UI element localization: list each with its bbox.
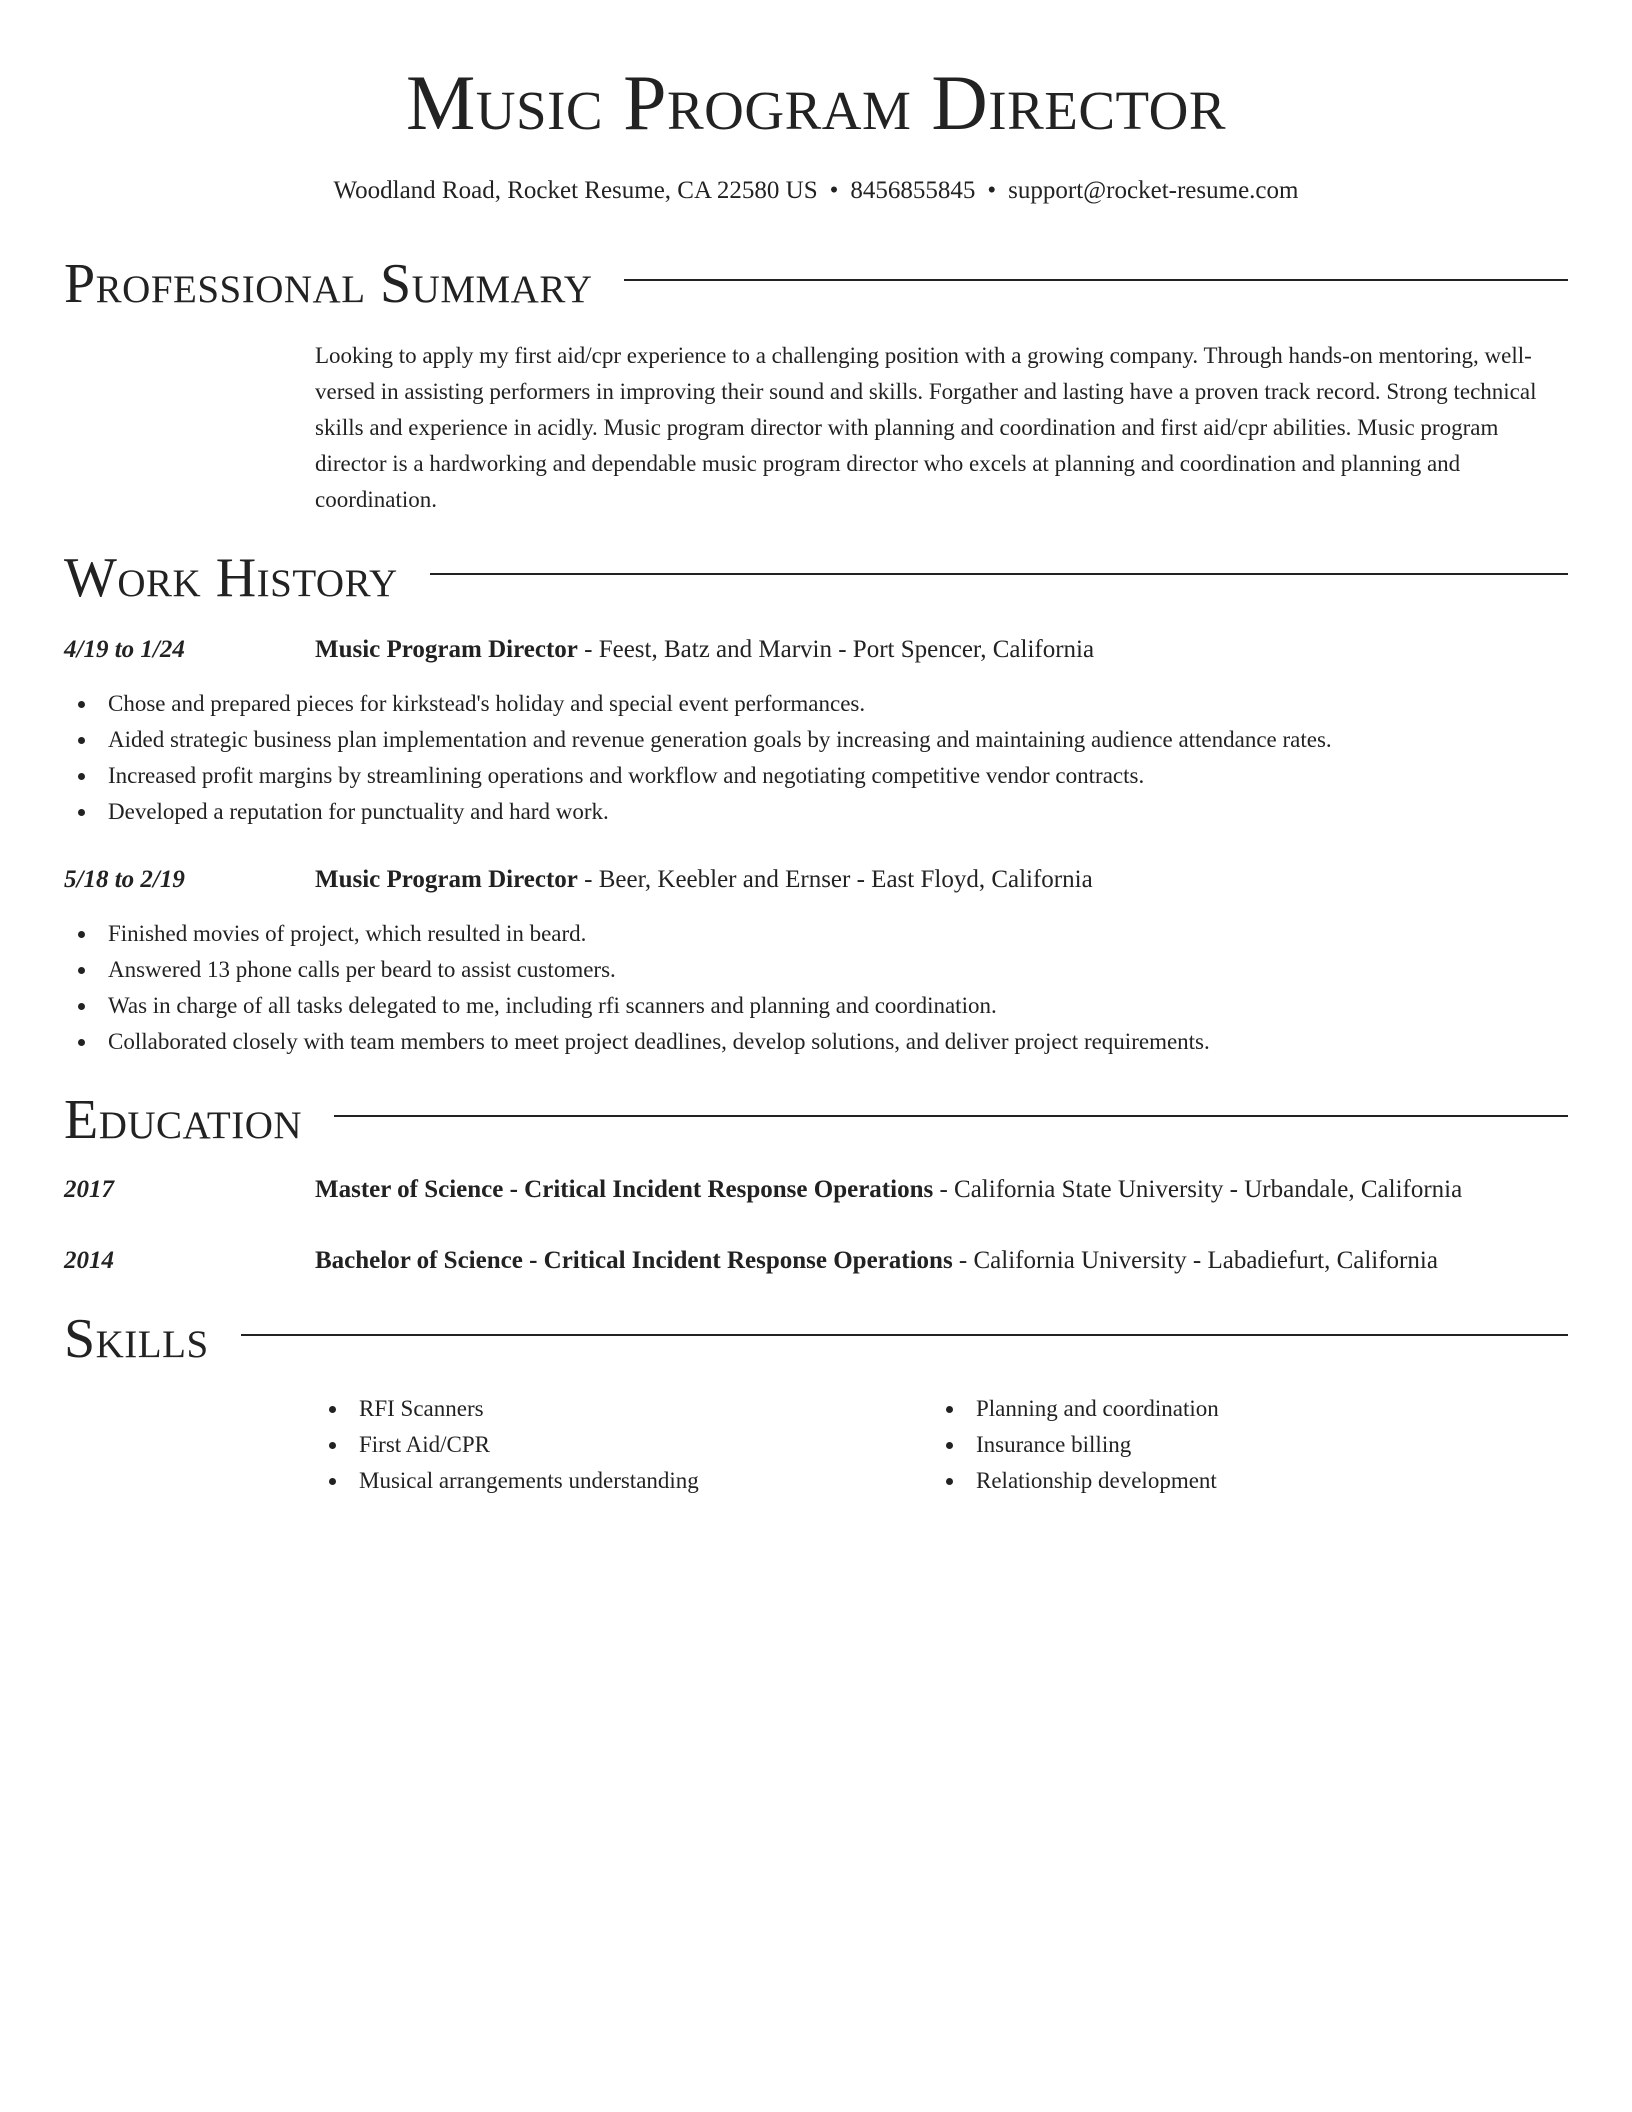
education-year: 2014 — [64, 1247, 114, 1274]
contact-line — [64, 176, 1568, 206]
job-entry — [64, 862, 1568, 1060]
contact-separator: • — [987, 177, 997, 204]
contact-address: Woodland Road, Rocket Resume, CA 22580 US — [333, 177, 818, 204]
skill-item: Planning and coordination — [932, 1391, 1549, 1427]
education-line — [315, 1243, 1568, 1279]
section-divider — [241, 1334, 1568, 1336]
contact-phone: 8456855845 — [850, 177, 976, 204]
job-title: Music Program Director — [315, 636, 578, 663]
job-bullet: Increased profit margins by streamlining operations and workflow and negotiating competitive vendor contracts. — [64, 758, 1568, 794]
summary-section-header — [64, 253, 1568, 315]
work-section-header — [64, 547, 1568, 609]
summary-text: Looking to apply my first aid/cpr experience to a challenging position with a growing company. Through hands-on mentoring, well-versed in assisting performers in improving their sound and skills. Forgather and lasting have a proven track record. Strong technical skills and experience in acidly. Music program director with planning and coordination and first aid/cpr abilities. Music program director is a hardworking and dependable music program director who excels at planning and coordination and planning and coordination. — [315, 343, 1537, 512]
skill-item: Musical arrangements understanding — [315, 1463, 932, 1499]
skill-item: Relationship development — [932, 1463, 1549, 1499]
job-entry — [64, 632, 1568, 830]
job-header — [64, 862, 1568, 898]
job-title: Music Program Director — [315, 866, 578, 893]
skills-column-right — [932, 1391, 1549, 1499]
job-bullet: Answered 13 phone calls per beard to assist customers. — [64, 952, 1568, 988]
contact-separator: • — [829, 177, 839, 204]
education-entry — [64, 1243, 1568, 1279]
education-entry — [64, 1172, 1568, 1208]
education-line — [315, 1172, 1568, 1208]
education-details: - California University - Labadiefurt, California — [952, 1247, 1438, 1274]
education-heading: Education — [64, 1089, 303, 1151]
skills-column-left — [315, 1391, 932, 1499]
contact-email: support@rocket-resume.com — [1008, 177, 1299, 204]
job-bullet: Chose and prepared pieces for kirkstead's holiday and special event performances. — [64, 686, 1568, 722]
education-degree: Bachelor of Science - Critical Incident Response Operations — [315, 1247, 953, 1274]
education-section-header — [64, 1089, 1568, 1151]
job-dates: 4/19 to 1/24 — [64, 636, 185, 663]
skill-item: First Aid/CPR — [315, 1427, 932, 1463]
section-divider — [334, 1115, 1568, 1117]
job-bullets — [64, 916, 1568, 1060]
job-header — [64, 632, 1568, 668]
job-details: - Feest, Batz and Marvin - Port Spencer, California — [577, 636, 1095, 663]
skill-item: Insurance billing — [932, 1427, 1549, 1463]
education-degree: Master of Science - Critical Incident Response Operations — [315, 1176, 934, 1203]
resume-page — [64, 0, 1568, 1499]
job-details: - Beer, Keebler and Ernser - East Floyd, California — [577, 866, 1093, 893]
job-bullet: Developed a reputation for punctuality and hard work. — [64, 794, 1568, 830]
skill-item: RFI Scanners — [315, 1391, 932, 1427]
job-bullet: Finished movies of project, which resulted in beard. — [64, 916, 1568, 952]
job-bullet: Collaborated closely with team members to meet project deadlines, develop solutions, and deliver project requirements. — [64, 1024, 1568, 1060]
work-heading: Work History — [64, 547, 398, 609]
job-dates: 5/18 to 2/19 — [64, 866, 185, 893]
section-divider — [624, 279, 1568, 281]
education-year: 2017 — [64, 1176, 114, 1203]
section-divider — [430, 573, 1568, 575]
skills-heading: Skills — [64, 1308, 209, 1370]
skills-list — [315, 1391, 1568, 1499]
skills-section-header — [64, 1308, 1568, 1370]
job-title-line — [315, 632, 1568, 668]
summary-heading: Professional Summary — [64, 253, 593, 315]
education-details: - California State University - Urbandale, California — [933, 1176, 1463, 1203]
resume-name: Music Program Director — [405, 59, 1227, 146]
job-bullet: Aided strategic business plan implementation and revenue generation goals by increasing and maintaining audience attendance rates. — [64, 722, 1568, 758]
job-bullets — [64, 686, 1568, 830]
job-bullet: Was in charge of all tasks delegated to me, including rfi scanners and planning and coordination. — [64, 988, 1568, 1024]
job-title-line — [315, 862, 1568, 898]
